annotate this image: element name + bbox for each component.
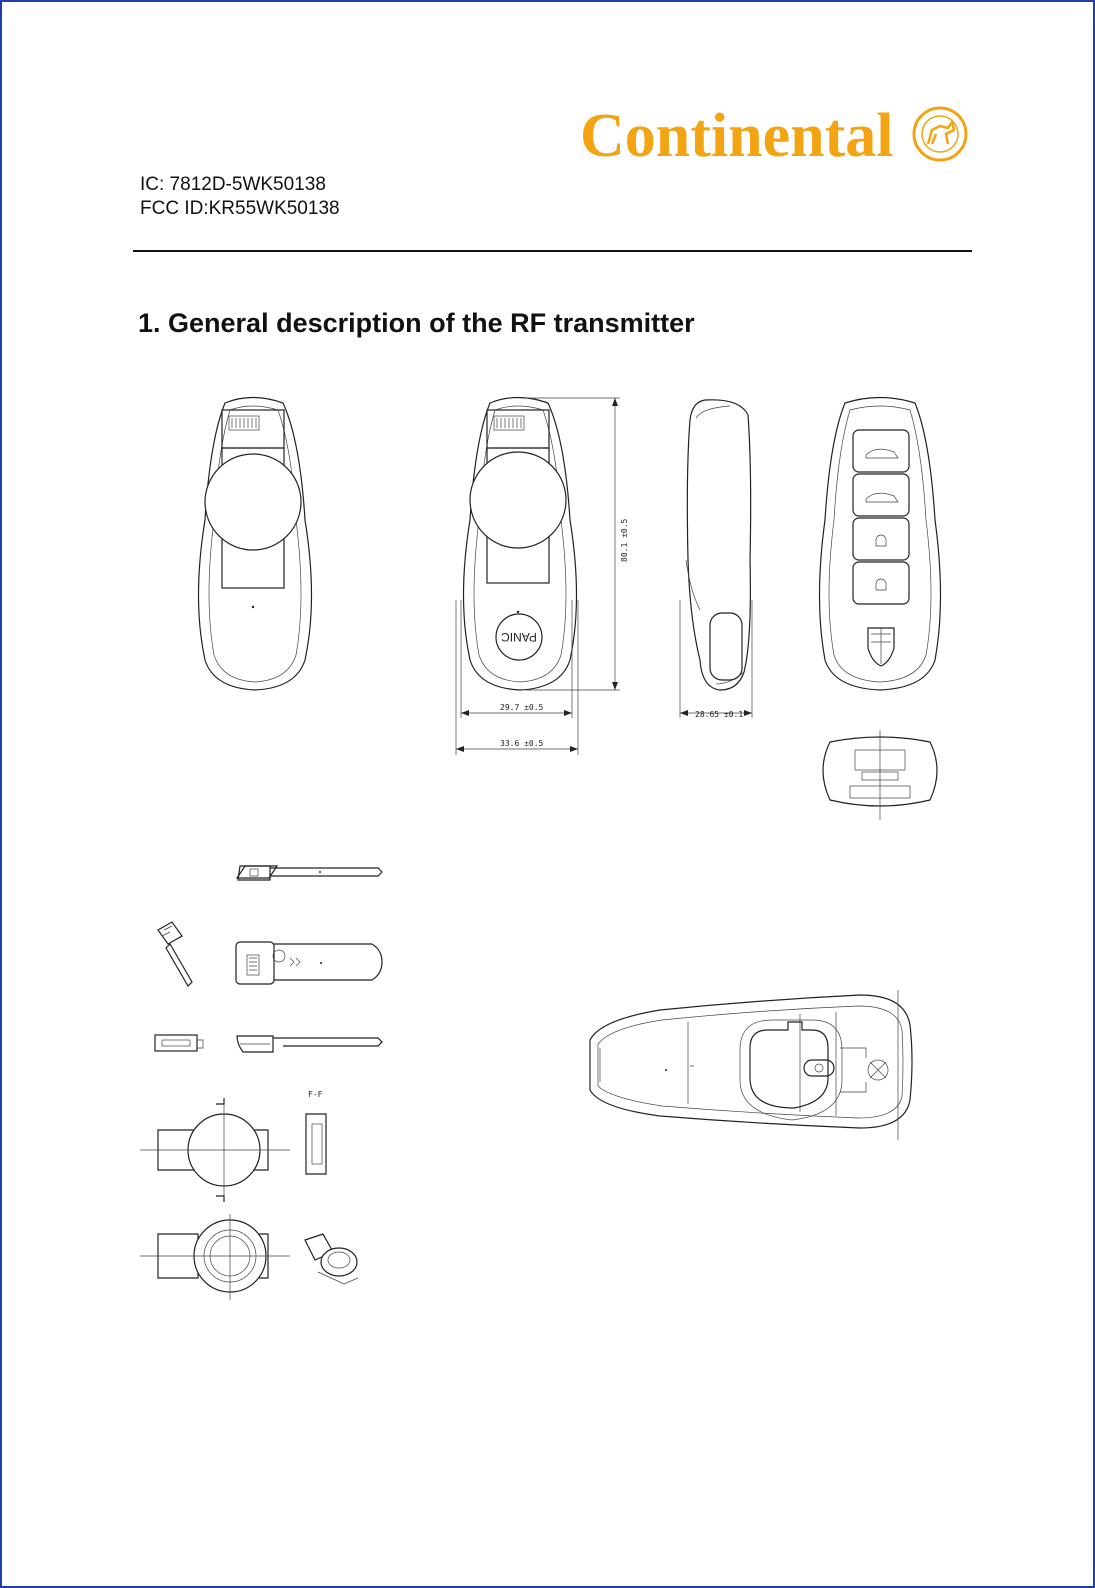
fob-end-view	[823, 730, 937, 820]
battery-holder-f-section	[306, 1090, 326, 1174]
dim-width-outer: 33.6 ±0.5	[500, 739, 544, 748]
fcc-id: FCC ID:KR55WK50138	[140, 198, 340, 219]
mechanical-key-front-view	[236, 942, 382, 984]
fob-back-view	[199, 398, 312, 691]
battery-holder-section-view	[140, 1098, 290, 1202]
fob-front-view	[820, 398, 941, 691]
dim-width-inner: 29.7 ±0.5	[500, 703, 544, 712]
dim-length: 80.1 ±0.5	[620, 518, 629, 562]
battery-holder-top-view	[140, 1214, 290, 1300]
fob-back-dimensioned-view	[456, 398, 629, 756]
mechanical-key-perspective	[158, 922, 192, 986]
dim-thickness: 28.65 ±0.1	[695, 710, 744, 719]
mechanical-key-top-view	[237, 866, 382, 880]
svg-text:Continental: Continental	[580, 102, 894, 170]
panic-button-label: PANIC	[501, 630, 537, 644]
section-heading: 1. General description of the RF transmitter	[138, 308, 695, 338]
battery-holder-perspective	[305, 1234, 358, 1284]
open-housing-view	[590, 990, 912, 1140]
mechanical-key-side-view	[237, 1036, 382, 1052]
section-label: F-F	[308, 1090, 323, 1099]
ic-id: IC: 7812D-5WK50138	[140, 174, 326, 195]
fob-side-view	[680, 400, 752, 719]
mechanical-key-end-view	[155, 1035, 203, 1051]
